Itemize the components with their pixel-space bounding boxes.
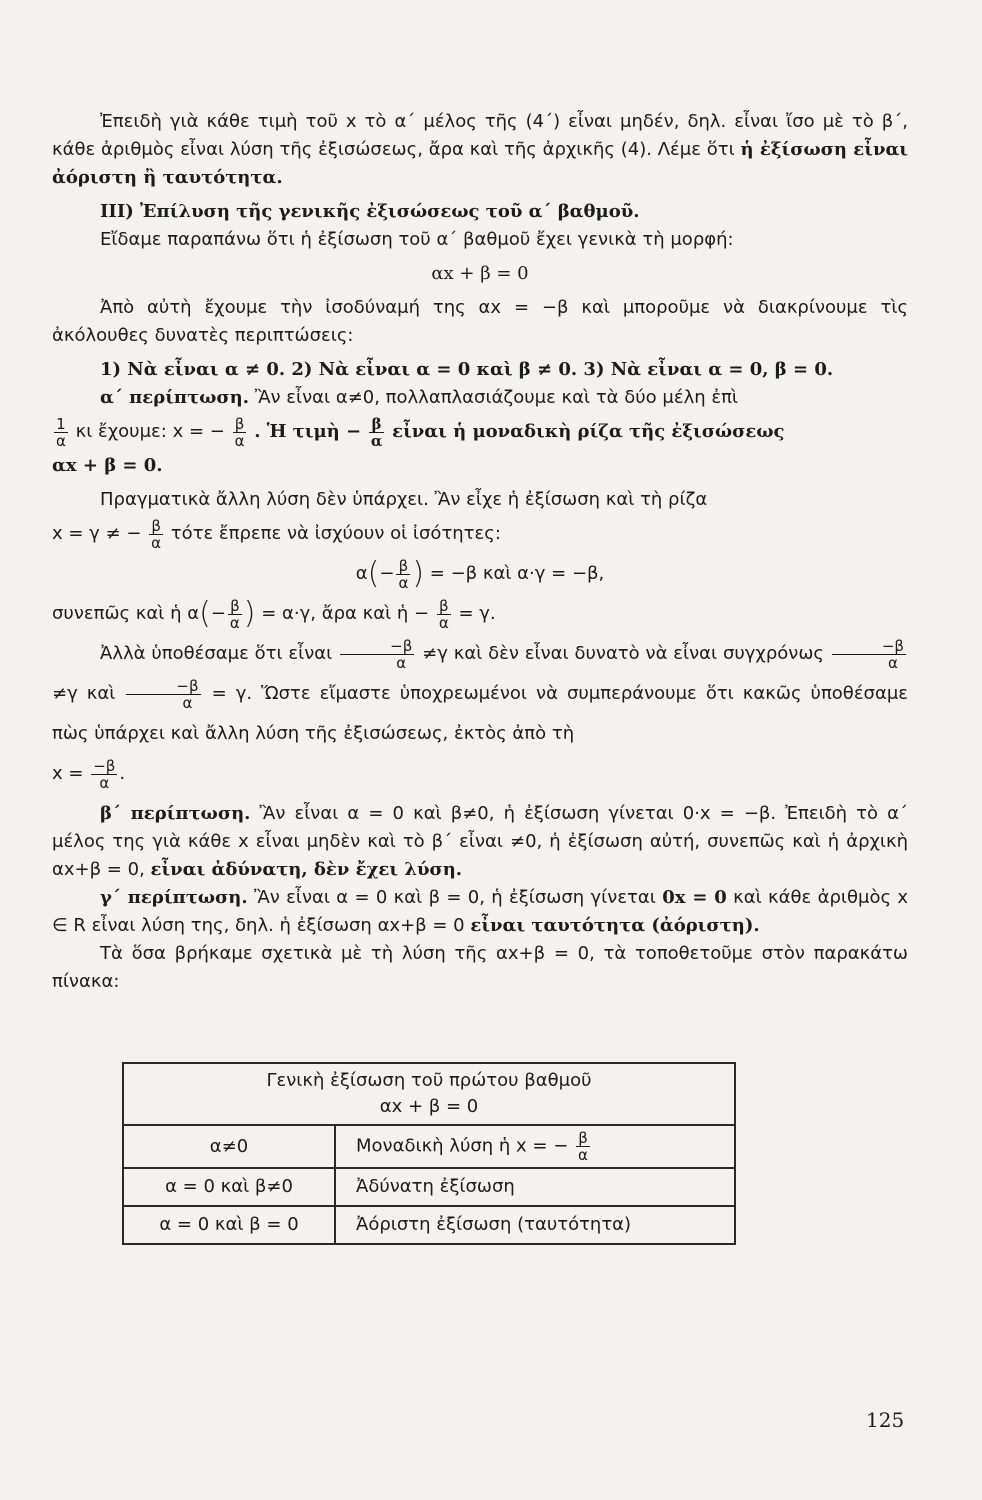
case-b-conclusion: εἶναι ἀδύνατη, δὲν ἔχει λύση. [150,859,463,880]
fraction-denominator: α [234,431,245,450]
fraction-numerator: β [396,558,410,575]
consequently-text: συνεπῶς καὶ ἡ α [52,603,200,624]
fraction-numerator: −β [93,756,116,775]
table-cell-result: Ἀόριστη ἐξίσωση (ταυτότητα) [335,1206,735,1244]
fraction-beta-over-alpha [233,416,247,449]
fraction-denominator: α [151,533,162,552]
fraction-beta-over-alpha [149,518,163,551]
fraction-numerator: β [369,416,385,433]
case-c-equation: 0x = 0 [662,887,727,908]
table-header-row [123,1063,735,1125]
fraction-beta-over-alpha [228,598,242,631]
fraction-numerator: β [228,598,242,615]
equation-pair-alpha: α [355,563,368,584]
assume-equalities-text: τότε ἔπρεπε νὰ ἰσχύουν οἱ ἰσότητες: [170,523,501,544]
case-c-paragraph [52,884,908,940]
fraction-denominator: α [229,613,240,632]
table-header-title: Γενικὴ ἐξίσωση τοῦ πρώτου βαθμοῦ [266,1070,592,1091]
fraction-minus-beta-over-alpha [340,638,414,671]
fraction-denominator: α [370,431,383,450]
equation-general: αx + β = 0 [431,263,529,284]
fraction-beta-over-alpha [396,558,410,591]
fraction-one-over-alpha [54,416,68,449]
paragraph-general-form: Εἴδαμε παραπάνω ὅτι ἡ ἐξίσωση τοῦ α΄ βαθμοῦ ἔχει γενικὰ τὴ μορφή: [100,229,734,250]
case-a-solution-text: κι ἔχουμε: x = − [75,421,225,442]
case-a-text: Ἂν εἶναι α≠0, πολλαπλασιάζουμε καὶ τὰ δύο μέλη ἐπὶ [254,387,739,408]
fraction-denominator: α [396,653,407,672]
fraction-denominator: α [99,773,110,792]
contradiction-text-2: ≠γ καὶ δὲν εἶναι δυνατὸ νὰ εἶναι συγχρόνως [422,643,824,664]
paragraph-contradiction [52,634,908,754]
fraction-beta-over-alpha [369,416,385,449]
table-cell-condition: α = 0 καὶ β≠0 [123,1168,335,1206]
fraction-numerator: β [233,416,247,433]
table-cell-condition: α = 0 καὶ β = 0 [123,1206,335,1244]
case-b-paragraph [52,800,908,884]
paragraph-table-intro: Τὰ ὅσα βρήκαμε σχετικὰ μὲ τὴ λύση τῆς αx+β = 0, τὰ τοποθετοῦμε στὸν παρακάτω πίνακα: [52,943,908,992]
fraction-denominator: α [398,573,409,592]
fraction-numerator: β [149,518,163,535]
equation-pair: α(− $\frac{\beta}{\alpha}$ ) = −β καὶ α·γ = −β, [355,556,605,592]
case-a-bold-text: . Ἡ τιμὴ − [254,421,362,442]
left-paren: ( [199,596,211,631]
table-header-cell [123,1063,735,1125]
fraction-numerator: −β [126,678,200,695]
contradiction-text: Ἀλλὰ ὑποθέσαμε ὅτι εἶναι [100,643,333,664]
right-paren: ) [412,556,425,591]
fraction-denominator: α [182,693,193,712]
table-header-equation: αx + β = 0 [379,1096,479,1117]
equation-pair-rest: = −β καὶ α·γ = −β, [429,563,605,584]
case-a-unique-root: εἶναι ἡ μοναδικὴ ρίζα τῆς ἐξισώσεως [392,421,785,442]
fraction-minus-beta-over-alpha [126,678,200,711]
table-row [123,1125,735,1168]
paragraph-unique-root: x = $\frac{-\beta}{\alpha}$ . [52,756,126,792]
fraction-numerator: −β [340,638,414,655]
paragraph-equivalent: Ἀπὸ αὐτὴ ἔχουμε τὴν ἰσοδύναμή της αx = −β καὶ μποροῦμε νὰ διακρίνουμε τὶς ἀκόλουθες δυνατὲς περιπτώσεις: [52,297,908,346]
paragraph-proof-assume [52,514,908,554]
case-b-label: β΄ περίπτωση. [100,803,251,824]
case-c-text-2: καὶ κάθε ἀριθμὸς x ∈ R εἶναι λύση της, δηλ. ἡ ἐξίσωση αx+β = 0 [52,887,908,936]
table-result-text: Μοναδικὴ λύση ἡ x = − [356,1135,569,1157]
case-a-label: α΄ περίπτωση. [100,387,249,408]
consequently-text-2: = α·γ, ἄρα καὶ ἡ − [261,603,430,624]
fraction-denominator: α [438,613,449,632]
table-row [123,1168,735,1206]
paragraph-proof-start: Πραγματικὰ ἄλλη λύση δὲν ὑπάρχει. Ἂν εἶχε ἡ ἐξίσωση καὶ τὴ ρίζα [100,489,708,510]
cases-list: 1) Νὰ εἶναι α ≠ 0. 2) Νὰ εἶναι α = 0 καὶ β ≠ 0. 3) Νὰ εἶναι α = 0, β = 0. [100,359,834,380]
case-a-intro [52,384,908,412]
summary-table [122,1062,736,1245]
fraction-beta-over-alpha [576,1130,590,1163]
paragraph-identity [52,108,908,192]
fraction-beta-over-alpha [437,598,451,631]
contradiction-text-3: ≠γ καὶ [52,683,116,704]
case-c-conclusion: εἶναι ταυτότητα (ἀόριστη). [470,915,760,936]
section-heading-iii: III) Ἐπίλυση τῆς γενικῆς ἐξισώσεως τοῦ α΄ βαθμοῦ. [100,201,640,222]
page-body [52,108,908,996]
table-cell-result [335,1125,735,1168]
fraction-numerator: β [576,1130,590,1147]
fraction-denominator: α [578,1146,588,1164]
fraction-minus-beta-over-alpha [832,638,906,671]
case-c-text: Ἂν εἶναι α = 0 καὶ β = 0, ἡ ἐξίσωση γίνεται [253,887,656,908]
table-row [123,1206,735,1244]
unique-root-x: x = [52,763,84,784]
right-paren: ) [243,596,256,631]
paragraph-consequently: συνεπῶς καὶ ἡ α(− $\frac{\beta}{\alpha}$ ) = α·γ, ἄρα καὶ ἡ − $\frac{\beta}{\alpha}$ = γ. [52,596,496,632]
identity-definition: ἡ ἐξίσωση εἶναι ἀόριστη ἢ ταυτότητα. [52,139,909,188]
case-b-text: Ἂν εἶναι α = 0 καὶ β≠0, ἡ ἐξίσωση γίνεται 0·x = −β. Ἐπειδὴ τὸ α΄ μέλος της γιὰ κάθε x εἶναι μηδὲν καὶ τὸ β΄ εἶναι ≠0, ἡ ἐξίσωση αὐτή, συνεπῶς καὶ ἡ ἀρχικὴ αx+β = 0, [52,803,908,880]
fraction-denominator: α [887,653,898,672]
fraction-minus-beta-over-alpha [91,758,117,791]
fraction-denominator: α [56,431,66,450]
table-cell-result: Ἀδύνατη ἐξίσωση [335,1168,735,1206]
left-paren: ( [367,556,380,591]
table-cell-condition: α≠0 [123,1125,335,1168]
contradiction-text-4: = γ. Ὥστε εἴμαστε ὑποχρεωμένοι νὰ συμπεράνουμε ὅτι κακῶς ὑποθέσαμε πὼς ὑπάρχει καὶ ἄλλη λύση τῆς ἐξισώσεως, ἐκτὸς ἀπὸ τὴ [52,683,909,744]
case-a-equation: αx + β = 0. [52,455,163,476]
fraction-numerator: β [437,598,451,615]
assume-root-text: x = γ ≠ − [52,523,142,544]
paragraph-identity-text: Ἐπειδὴ γιὰ κάθε τιμὴ τοῦ x τὸ α΄ μέλος τῆς (4΄) εἶναι μηδέν, δηλ. εἶναι ἴσο μὲ τὸ β΄, κάθε ἀριθμὸς εἶναι λύση τῆς ἐξισώσεως, ἄρα καὶ τῆς ἀρχικῆς (4). Λέμε ὅτι [52,111,908,160]
fraction-numerator: −β [832,638,906,655]
case-a-solution [52,412,908,452]
consequently-text-3: = γ. [458,603,496,624]
fraction-numerator: 1 [54,416,68,433]
case-c-label: γ΄ περίπτωση. [100,887,248,908]
page-number: 125 [866,1408,905,1432]
